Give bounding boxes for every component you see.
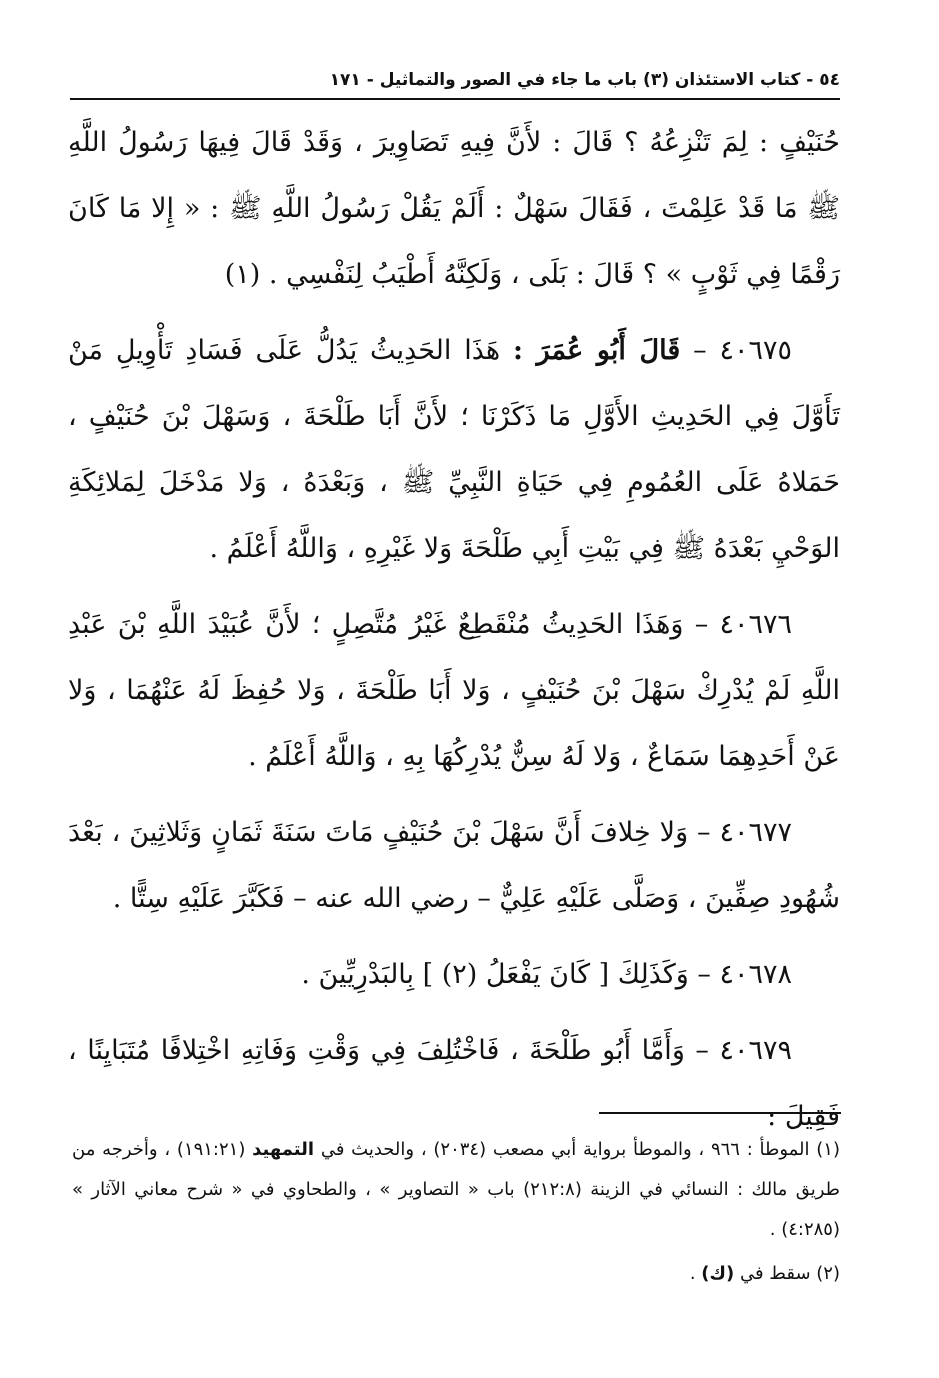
footnote-bold-source: (ك)	[701, 1263, 735, 1284]
paragraph-number: ٤٠٦٧٩ –	[695, 1035, 792, 1066]
paragraph-continuation	[68, 110, 840, 308]
footnote-bold-title: التمهيد	[252, 1139, 315, 1160]
speaker-label: قَالَ أَبُو عُمَرَ :	[513, 335, 681, 366]
paragraph-text: هَذَا الحَدِيثُ يَدُلُّ عَلَى فَسَادِ تَأْوِيلِ مَنْ تَأَوَّلَ فِي الحَدِيثِ الأَوَّلِ مَا ذَكَرْنَا ؛ لأَنَّ أَبَا طَلْحَةَ ، وَسَهْلَ بْنَ حُنَيْفٍ ، حَمَلاهُ عَلَى العُمُومِ فِي حَيَاةِ النَّبِيِّ ﷺ ، وَبَعْدَهُ ، وَلا مَدْخَلَ لِمَلائِكَةِ الوَحْيِ بَعْدَهُ ﷺ فِي بَيْتِ أَبِي طَلْحَةَ وَلا غَيْرِهِ ، وَاللَّهُ أَعْلَمُ .	[68, 335, 840, 564]
paragraph-40677	[68, 800, 840, 932]
footnote-text: (١٩١:٢١) ، وأخرجه من طريق مالك : النسائي في الزينة (٢١٢:٨) باب « التصاوير » ، والطحاوي في « شرح معاني الآثار » (٤:٢٨٥) .	[72, 1139, 840, 1240]
footnote-1	[72, 1130, 840, 1250]
paragraph-40678	[68, 942, 840, 1008]
paragraph-40676	[68, 592, 840, 790]
paragraph-text: وَأَمَّا أَبُو طَلْحَةَ ، فَاخْتُلِفَ فِي وَقْتِ وَفَاتِهِ اخْتِلافًا مُتَبَايِنًا ، فَقِيلَ :	[68, 1035, 840, 1132]
running-header	[70, 62, 840, 100]
footnote-text: .	[689, 1263, 702, 1284]
footnote-text: (٢) سقط في	[734, 1263, 840, 1284]
main-text	[68, 110, 840, 1160]
paragraph-40675	[68, 318, 840, 582]
paragraph-text: وَلا خِلافَ أَنَّ سَهْلَ بْنَ حُنَيْفٍ مَاتَ سَنَةَ ثَمَانٍ وَثَلاثِينَ ، بَعْدَ شُهُودِ صِفِّينَ ، وَصَلَّى عَلَيْهِ عَلِيٌّ – رضي الله عنه – فَكَبَّرَ عَلَيْهِ سِتًّا .	[68, 817, 840, 914]
footnote-divider	[599, 1112, 841, 1114]
footnotes	[72, 1130, 840, 1298]
paragraph-text: حُنَيْفٍ : لِمَ تَنْزِعُهُ ؟ قَالَ : لأَنَّ فِيهِ تَصَاوِيرَ ، وَقَدْ قَالَ فِيهَا رَسُولُ اللَّهِ ﷺ مَا قَدْ عَلِمْتَ ، فَقَالَ سَهْلٌ : أَلَمْ يَقُلْ رَسُولُ اللَّهِ ﷺ : « إِلا مَا كَانَ رَقْمًا فِي ثَوْبٍ » ؟ قَالَ : بَلَى ، وَلَكِنَّهُ أَطْيَبُ لِنَفْسِي . (١)	[68, 127, 840, 290]
paragraph-number: ٤٠٦٧٧ –	[697, 817, 792, 848]
paragraph-text: وَهَذَا الحَدِيثُ مُنْقَطِعٌ غَيْرُ مُتَّصِلٍ ؛ لأَنَّ عُبَيْدَ اللَّهِ بْنَ عَبْدِ اللَّهِ لَمْ يُدْرِكْ سَهْلَ بْنَ حُنَيْفٍ ، وَلا أَبَا طَلْحَةَ ، وَلا حُفِظَ لَهُ عَنْهُمَا ، وَلا عَنْ أَحَدِهِمَا سَمَاعٌ ، وَلا لَهُ سِنٌّ يُدْرِكُهَا بِهِ ، وَاللَّهُ أَعْلَمُ .	[68, 609, 840, 772]
paragraph-number: ٤٠٦٧٥ –	[693, 335, 792, 366]
paragraph-text: وَكَذَلِكَ [ كَانَ يَفْعَلُ (٢) ] بِالبَدْرِيِّينَ .	[301, 959, 689, 990]
footnote-2	[72, 1254, 840, 1294]
paragraph-number: ٤٠٦٧٨ –	[697, 959, 792, 990]
paragraph-number: ٤٠٦٧٦ –	[694, 609, 792, 640]
footnote-text: (١) الموطأ : ٩٦٦ ، والموطأ برواية أبي مصعب (٢٠٣٤) ، والحديث في	[314, 1139, 840, 1160]
header-text: ٥٤ - كتاب الاستئذان (٣) باب ما جاء في الصور والتماثيل - ١٧١	[329, 70, 840, 90]
